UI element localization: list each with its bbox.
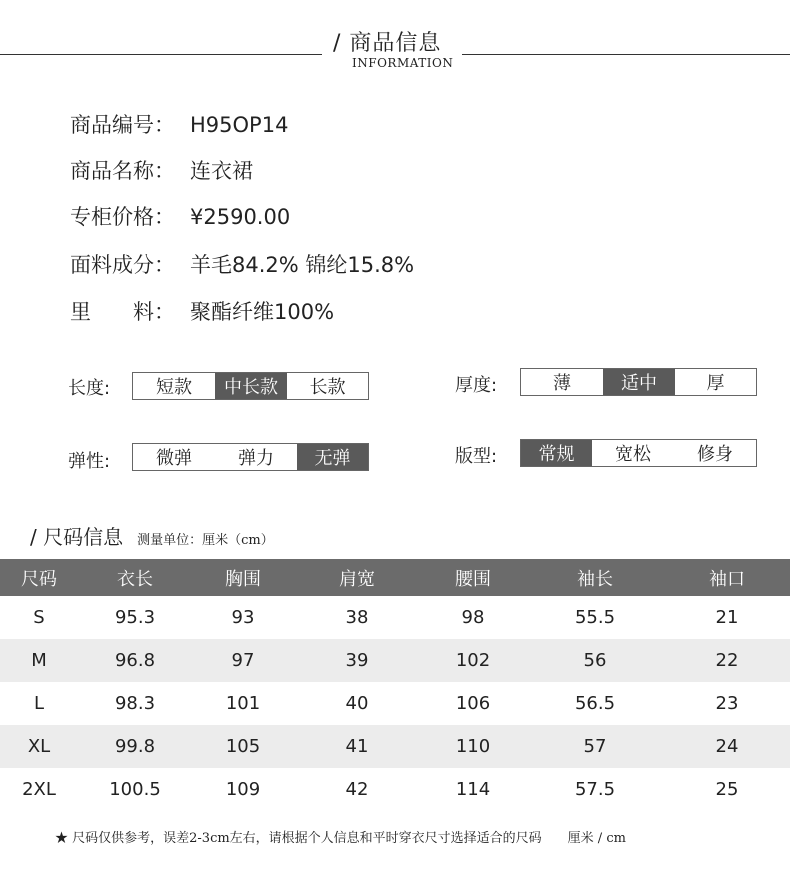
cell: S	[33, 607, 45, 628]
cell: 57	[526, 725, 664, 768]
elasticity-option-slight[interactable]: 微弹	[156, 448, 192, 469]
size-unit-note: 测量单位：厘米（cm）	[137, 533, 274, 548]
cell: 57.5	[574, 779, 616, 800]
cell: 39	[294, 639, 420, 682]
cell: 99.8	[78, 725, 192, 768]
cell: 21	[715, 607, 739, 628]
info-row-lining	[70, 296, 334, 326]
section-title: / 商品信息	[333, 31, 442, 56]
cell: 22	[664, 639, 790, 682]
info-value: ¥2590.00	[190, 205, 291, 229]
table-row	[0, 768, 790, 811]
cell: 95.3	[114, 607, 156, 628]
table-row	[0, 725, 790, 768]
cell: XL	[0, 725, 78, 768]
footer-note: ★ 尺码仅供参考，误差2-3cm左右，请根据个人信息和平时穿衣尺寸选择适合的尺码 厘米 / cm	[55, 831, 626, 846]
cell: 23	[715, 693, 739, 714]
info-value: 羊毛84.2% 锦纶15.8%	[190, 253, 415, 277]
table-row	[0, 639, 790, 682]
cell: M	[0, 639, 78, 682]
info-row-price	[70, 201, 290, 231]
cell: 56	[526, 639, 664, 682]
info-value: 连衣裙	[190, 159, 253, 183]
cell: 106	[455, 693, 491, 714]
elasticity-selector	[132, 443, 369, 471]
cell: 100.5	[109, 779, 161, 800]
cell: L	[33, 693, 45, 714]
info-row-name	[70, 155, 253, 185]
info-label: 面料成分：	[70, 253, 175, 277]
cell: 109	[225, 779, 261, 800]
thickness-option-thin[interactable]: 薄	[553, 373, 571, 394]
header-rule-left	[0, 54, 322, 55]
cell: 114	[455, 779, 491, 800]
cell: 24	[664, 725, 790, 768]
length-option-short[interactable]: 短款	[156, 377, 192, 398]
info-label: 里 料：	[70, 300, 175, 324]
thickness-selector	[520, 368, 757, 396]
cell: 96.8	[78, 639, 192, 682]
fit-option-loose[interactable]: 宽松	[615, 444, 651, 465]
info-value: H95OP14	[190, 113, 289, 137]
header-size: 尺码	[0, 559, 78, 596]
length-label: 长度:	[68, 378, 111, 399]
length-option-long[interactable]: 长款	[309, 377, 346, 398]
cell: 38	[345, 607, 369, 628]
header-length: 衣长	[78, 559, 192, 596]
header-sleeve: 袖长	[526, 559, 664, 596]
table-row	[0, 682, 790, 725]
section-subtitle: INFORMATION	[352, 56, 454, 70]
header-shoulder: 肩宽	[294, 559, 420, 596]
cell: 55.5	[574, 607, 616, 628]
cell: 98.3	[114, 693, 156, 714]
info-label: 商品名称：	[70, 159, 175, 183]
size-table-header	[0, 559, 790, 596]
info-label: 专柜价格：	[70, 205, 175, 229]
cell: 110	[420, 725, 526, 768]
cell: 98	[461, 607, 485, 628]
fit-option-slim[interactable]: 修身	[697, 444, 733, 465]
elasticity-option-stretch[interactable]: 弹力	[238, 448, 274, 469]
info-row-code	[70, 109, 288, 139]
cell: 25	[715, 779, 739, 800]
fit-selector	[520, 439, 757, 467]
cell: 56.5	[574, 693, 616, 714]
cell: 105	[192, 725, 294, 768]
cell: 41	[294, 725, 420, 768]
cell: 93	[231, 607, 255, 628]
length-selector	[132, 372, 369, 400]
cell: 101	[225, 693, 261, 714]
cell: 42	[345, 779, 369, 800]
cell: 102	[420, 639, 526, 682]
size-section-title	[30, 521, 274, 550]
thickness-label: 厚度:	[455, 375, 498, 396]
elasticity-option-none[interactable]: 无弹	[297, 444, 368, 470]
cell: 97	[192, 639, 294, 682]
fit-label: 版型:	[455, 446, 498, 467]
elasticity-label: 弹性:	[68, 451, 111, 472]
info-value: 聚酯纤维100%	[190, 300, 335, 324]
cell: 2XL	[22, 779, 56, 800]
size-table	[0, 559, 790, 811]
header-cuff: 袖口	[664, 559, 790, 596]
size-title: / 尺码信息	[30, 525, 124, 549]
length-option-midi[interactable]: 中长款	[215, 373, 287, 399]
thickness-option-thick[interactable]: 厚	[706, 373, 725, 394]
header-rule-right	[462, 54, 790, 55]
header-waist: 腰围	[420, 559, 526, 596]
header-bust: 胸围	[192, 559, 294, 596]
fit-option-regular[interactable]: 常规	[521, 440, 592, 466]
thickness-option-medium[interactable]: 适中	[603, 369, 675, 395]
info-label: 商品编号：	[70, 113, 175, 137]
info-row-fabric	[70, 249, 414, 279]
table-row	[0, 596, 790, 639]
cell: 40	[345, 693, 369, 714]
